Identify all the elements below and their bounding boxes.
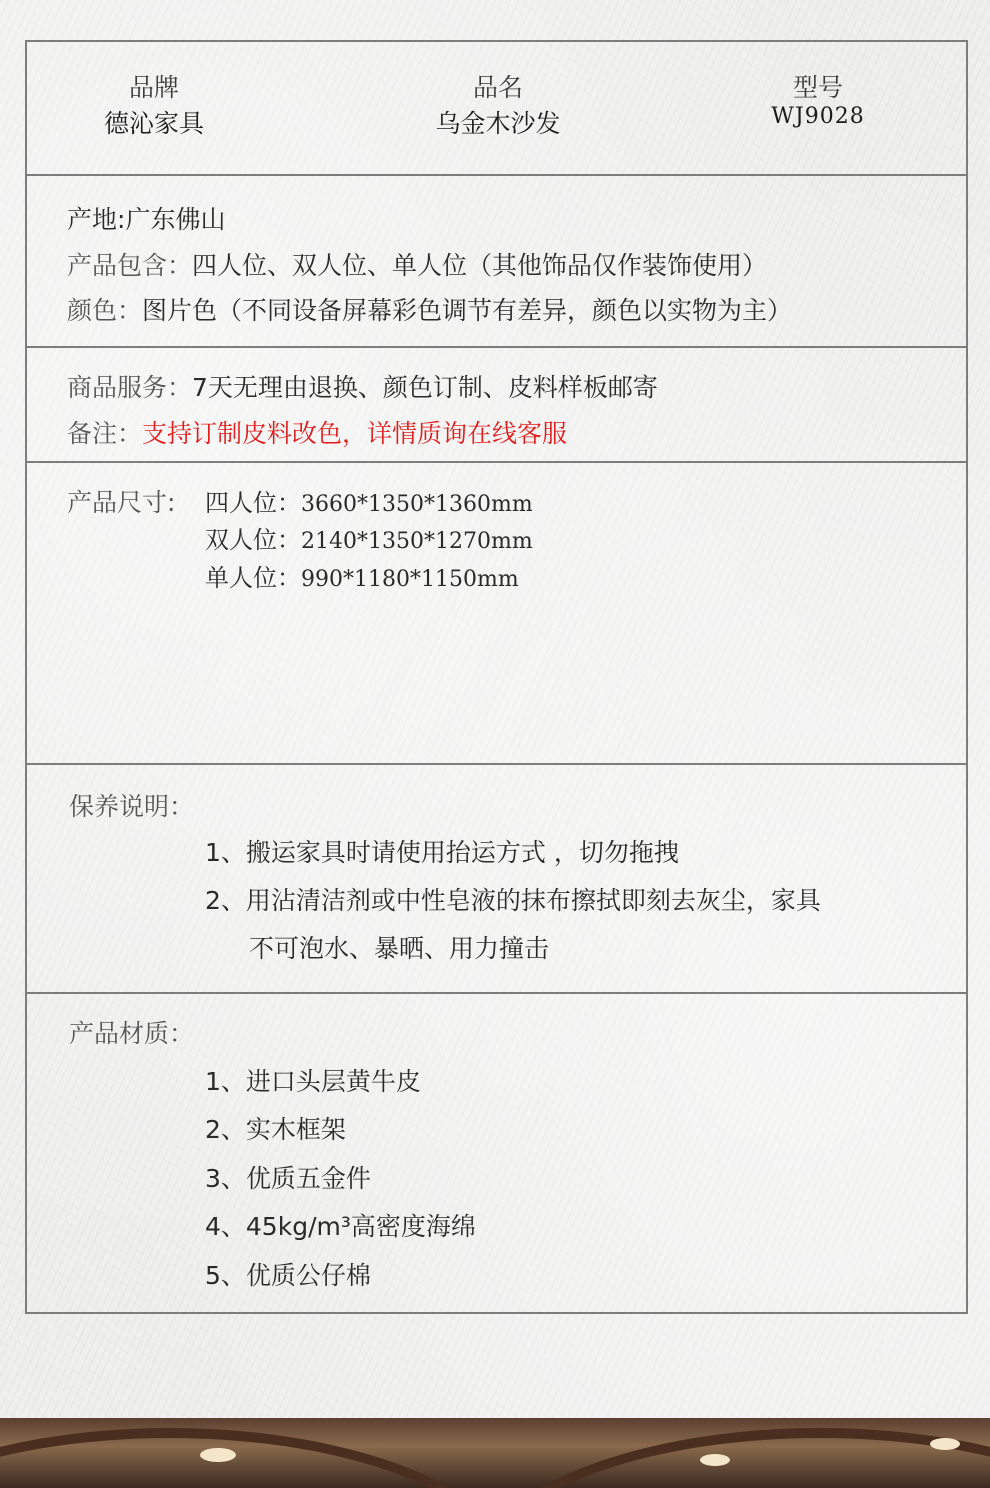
dimension-row (205, 558, 519, 593)
color-value: 图片色（不同设备屏幕彩色调节有差异，颜色以实物为主） (142, 296, 793, 325)
includes-label: 产品包含： (67, 251, 193, 280)
origin-line (67, 200, 225, 236)
service-value: 7天无理由退换、颜色订制、皮料样板邮寄 (192, 373, 658, 402)
brand-column (44, 68, 264, 140)
model-column (708, 68, 928, 129)
color-line (67, 291, 792, 327)
dimension-size: 2140*1350*1270mm (301, 529, 533, 554)
product-name-label: 品名 (472, 73, 523, 102)
dimension-row (205, 483, 533, 518)
care-item-continuation: 不可泡水、暴晒、用力撞击 (249, 934, 550, 963)
remark-value: 支持订制皮料改色，详情质询在线客服 (142, 419, 568, 448)
ceiling-photo-strip (0, 1418, 990, 1488)
care-item: 2、用沾清洁剂或中性皂液的抹布擦拭即刻去灰尘，家具 (205, 886, 821, 915)
color-label: 颜色： (67, 296, 143, 325)
dimension-seat: 双人位： (205, 526, 301, 554)
model-value: WJ9028 (771, 104, 865, 129)
includes-line (67, 246, 767, 282)
care-title: 保养说明： (69, 792, 195, 821)
dimensions-label: 产品尺寸: (67, 488, 176, 517)
service-label: 商品服务： (67, 373, 193, 402)
model-label: 型号 (792, 73, 843, 102)
dimension-seat: 四人位： (205, 489, 301, 517)
material-item: 3、优质五金件 (205, 1164, 371, 1193)
material-section (27, 994, 966, 1312)
dimension-row (205, 520, 533, 555)
service-line (67, 368, 658, 404)
includes-value: 四人位、双人位、单人位（其他饰品仅作装饰使用） (192, 251, 768, 280)
care-section (27, 765, 966, 994)
care-item: 1、搬运家具时请使用抬运方式 ，切勿拖拽 (205, 838, 679, 867)
dimensions-section (27, 463, 966, 765)
brand-label: 品牌 (128, 73, 179, 102)
ceiling-arc-right (470, 1428, 990, 1488)
material-item: 2、实木框架 (205, 1115, 346, 1144)
ceiling-arc-left (0, 1428, 520, 1488)
basic-info-section (27, 176, 966, 348)
dimension-size: 3660*1350*1360mm (301, 492, 533, 517)
material-item: 5、优质公仔棉 (205, 1261, 371, 1290)
remark-line (67, 414, 567, 450)
material-title: 产品材质： (69, 1019, 195, 1048)
header-section (27, 42, 966, 176)
material-item: 1、进口头层黄牛皮 (205, 1067, 421, 1096)
service-section (27, 348, 966, 463)
origin-label: 产地: (67, 205, 126, 234)
ceiling-light (200, 1448, 236, 1462)
origin-value: 广东佛山 (125, 205, 226, 234)
dimension-size: 990*1180*1150mm (301, 567, 519, 592)
ceiling-light (700, 1454, 730, 1466)
product-name-value: 乌金木沙发 (435, 109, 561, 138)
brand-value: 德沁家具 (103, 109, 204, 138)
remark-label: 备注： (67, 419, 143, 448)
dimension-seat: 单人位： (205, 564, 301, 592)
material-item: 4、45kg/m³高密度海绵 (205, 1212, 476, 1241)
product-name-column (388, 68, 608, 140)
product-spec-table (25, 40, 968, 1314)
ceiling-light (930, 1438, 960, 1450)
